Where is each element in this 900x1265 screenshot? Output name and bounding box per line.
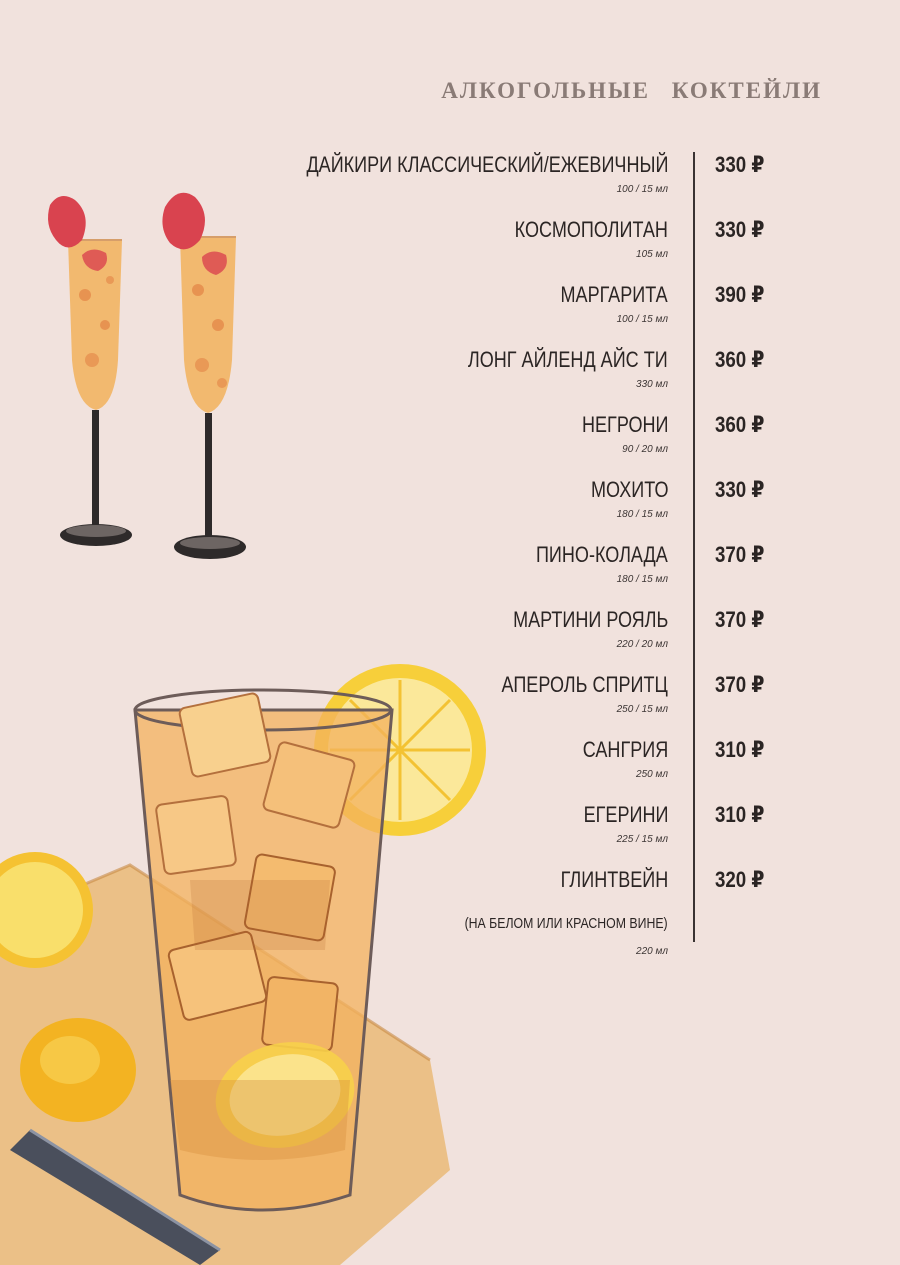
item-price: 330 ₽ <box>715 152 765 177</box>
item-name: ДАЙКИРИ КЛАССИЧЕСКИЙ/ЕЖЕВИЧНЫЙ <box>306 152 668 177</box>
item-name: ЕГЕРИНИ <box>583 802 668 827</box>
item-name: КОСМОПОЛИТАН <box>514 217 668 242</box>
item-name: САНГРИЯ <box>582 737 668 762</box>
item-price: 360 ₽ <box>715 347 765 372</box>
item-name: МАРГАРИТА <box>560 282 668 307</box>
item-name: ЛОНГ АЙЛЕНД АЙС ТИ <box>468 347 668 372</box>
item-volume: 105 мл <box>636 249 668 260</box>
menu-item <box>300 863 780 963</box>
item-name: МАРТИНИ РОЯЛЬ <box>512 607 668 632</box>
item-price: 370 ₽ <box>715 672 765 697</box>
menu-item <box>300 148 780 213</box>
item-volume: 90 / 20 мл <box>622 444 668 455</box>
item-volume: 330 мл <box>636 379 668 390</box>
item-price: 320 ₽ <box>715 867 765 892</box>
item-volume: 250 / 15 мл <box>616 704 668 715</box>
menu-list <box>300 148 780 963</box>
item-price: 370 ₽ <box>715 542 765 567</box>
item-volume: 180 / 15 мл <box>616 574 668 585</box>
item-price: 330 ₽ <box>715 477 765 502</box>
menu-item <box>300 538 780 603</box>
item-volume: 250 мл <box>636 769 668 780</box>
item-name: АПЕРОЛЬ СПРИТЦ <box>501 672 668 697</box>
menu-item <box>300 343 780 408</box>
item-name: ГЛИНТВЕЙН <box>560 867 668 892</box>
item-price: 370 ₽ <box>715 607 765 632</box>
menu-item <box>300 473 780 538</box>
item-volume: 225 / 15 мл <box>616 834 668 845</box>
item-volume: 220 мл <box>636 946 668 957</box>
item-volume: 180 / 15 мл <box>616 509 668 520</box>
item-volume: 100 / 15 мл <box>616 314 668 325</box>
item-price: 390 ₽ <box>715 282 765 307</box>
menu-item <box>300 603 780 668</box>
page-title: АЛКОГОЛЬНЫЕ КОКТЕЙЛИ <box>441 78 822 103</box>
item-name: НЕГРОНИ <box>581 412 668 437</box>
item-price: 360 ₽ <box>715 412 765 437</box>
item-name: МОХИТО <box>590 477 668 502</box>
menu-item <box>300 733 780 798</box>
item-volume: 220 / 20 мл <box>616 639 668 650</box>
item-name: ПИНО-КОЛАДА <box>536 542 668 567</box>
item-price: 310 ₽ <box>715 737 765 762</box>
menu-item <box>300 798 780 863</box>
menu-item <box>300 213 780 278</box>
champagne-glasses-illustration <box>30 185 270 575</box>
item-subname: (НА БЕЛОМ ИЛИ КРАСНОМ ВИНЕ) <box>464 915 668 932</box>
item-price: 330 ₽ <box>715 217 765 242</box>
menu-item <box>300 278 780 343</box>
menu-item <box>300 668 780 733</box>
menu-item <box>300 408 780 473</box>
item-volume: 100 / 15 мл <box>616 184 668 195</box>
item-price: 310 ₽ <box>715 802 765 827</box>
